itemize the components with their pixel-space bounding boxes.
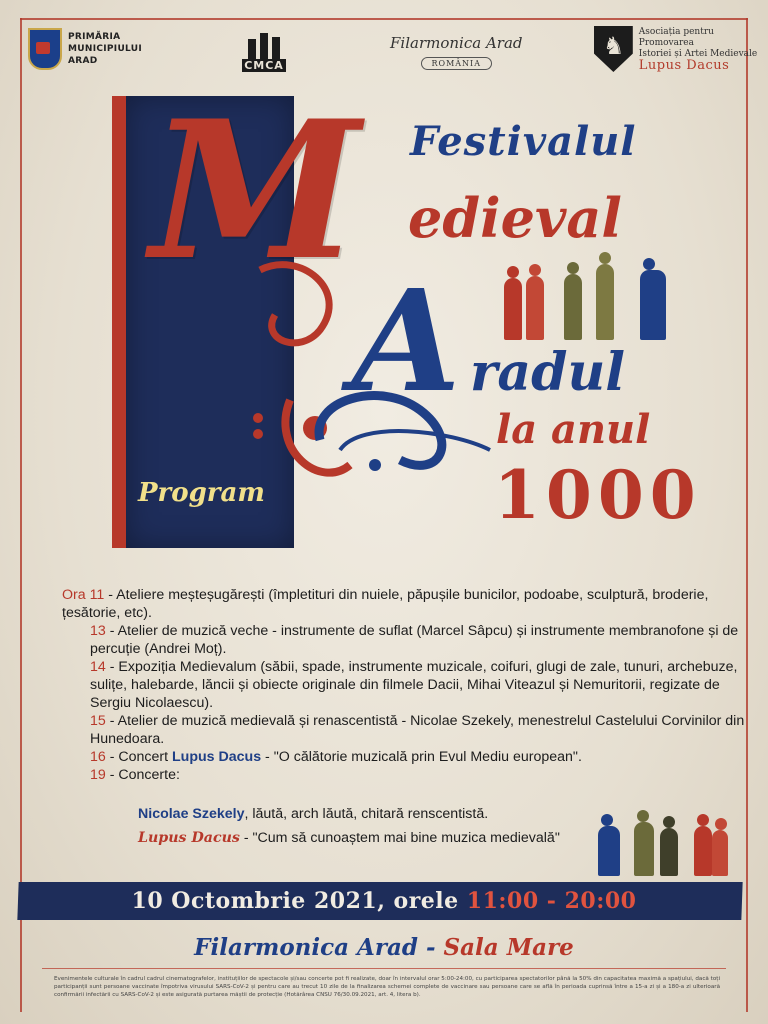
schedule-item: 19 - Concerte:	[90, 767, 180, 783]
frame-top	[20, 18, 748, 20]
schedule-item: 16 - Concert Lupus Dacus - "O călătorie muzicală prin Evul Mediu european".	[90, 749, 582, 765]
schedule-item: 13 - Atelier de muzică veche - instrumente de suflat (Marcel Sâpcu) și instrumente membranofone și de percuție (Andrei Moț).	[90, 623, 739, 657]
fine-print: Evenimentele culturale în cadrul cadrul cinematografelor, instituțiilor de spectacole și/sau concerte pot fi realizate, doar în intervalul orar 5:00-24:00, cu participarea spectatorilor până la 50% din capacitatea maximă a spațiului, dacă toți participanții sunt persoane vaccinate împotriva virusului SARS-CoV-2 și pentru care au trecut 10 zile de la finalizarea schemei complete de vaccinare sau persoane care se află în perioada cuprinsă între a 15-a zi și a 180-a zi ulterioară confirmării infectării cu SARS-CoV-2 și este asigurată purtarea măștii de protecție (Hotărârea CNSU 76/30.09.2021, art. 4, litera b).	[54, 976, 720, 998]
primaria-text: PRIMĂRIA MUNICIPIULUI ARAD	[68, 32, 143, 66]
figure-silhouette	[598, 826, 620, 876]
concert-list	[138, 802, 560, 850]
figure-silhouette	[712, 830, 728, 876]
filarmonica-logo: Filarmonica Arad ROMÂNIA	[390, 34, 523, 68]
title-la-anul: la anul	[496, 406, 651, 453]
schedule-item: Ora 11 - Ateliere meșteșugărești (împletituri din nuiele, păpușile bunicilor, podoabe, sculptură, broderie, țesătorie, etc).	[62, 587, 709, 621]
title-year: 1000	[494, 456, 702, 534]
concert-item: Lupus Dacus - "Cum să cunoaștem mai bine muzica medievală"	[138, 830, 560, 846]
arad-crest-icon	[28, 28, 62, 70]
figure-silhouette	[660, 828, 678, 876]
schedule	[62, 586, 752, 784]
concert-item: Nicolae Szekely, lăută, arch lăută, chitară renscentistă.	[138, 806, 489, 822]
schedule-item: 15 - Atelier de muzică medievală și renascentistă - Nicolae Szekely, menestrelul Castelului Corvinilor din Hunedoara.	[90, 713, 745, 747]
title-initial-m: M	[150, 79, 361, 302]
venue: Filarmonica Arad - Sala Mare	[194, 934, 574, 961]
lupus-dacus-logo: ♞ Asociația pentru Promovarea Istoriei și Artei Medievale Lupus Dacus	[594, 26, 768, 72]
title-festivalul: Festivalul	[410, 118, 637, 165]
divider	[42, 968, 726, 969]
figure-silhouette	[640, 270, 666, 340]
figure-silhouette	[634, 822, 654, 876]
frame-right	[746, 18, 748, 1012]
cmca-logo: CMCA	[238, 26, 290, 72]
title-initial-a: A	[352, 260, 461, 424]
figure-silhouette	[526, 276, 544, 340]
frame-left	[20, 18, 22, 1012]
figure-silhouette	[694, 826, 712, 876]
title-medieval: edieval	[408, 186, 622, 250]
title-aradul: radul	[470, 342, 626, 403]
date-text: 10 Octombrie 2021, orele 11:00 - 20:00	[131, 888, 637, 914]
wolf-shield-icon	[594, 26, 633, 72]
primaria-logo	[28, 28, 142, 70]
program-label: Program	[138, 478, 265, 508]
figure-silhouette	[596, 264, 614, 340]
schedule-item: 14 - Expoziția Medievalum (săbii, spade, instrumente muzicale, coifuri, glugi de zale, tunuri, archebuze, sulițe, halebarde, lăncii și obiecte originale din filmele Dacii, Mihai Viteazul și Nemuritorii, regizate de Sergiu Nicolaescu).	[90, 659, 738, 711]
figure-silhouette	[564, 274, 582, 340]
figure-silhouette	[504, 278, 522, 340]
